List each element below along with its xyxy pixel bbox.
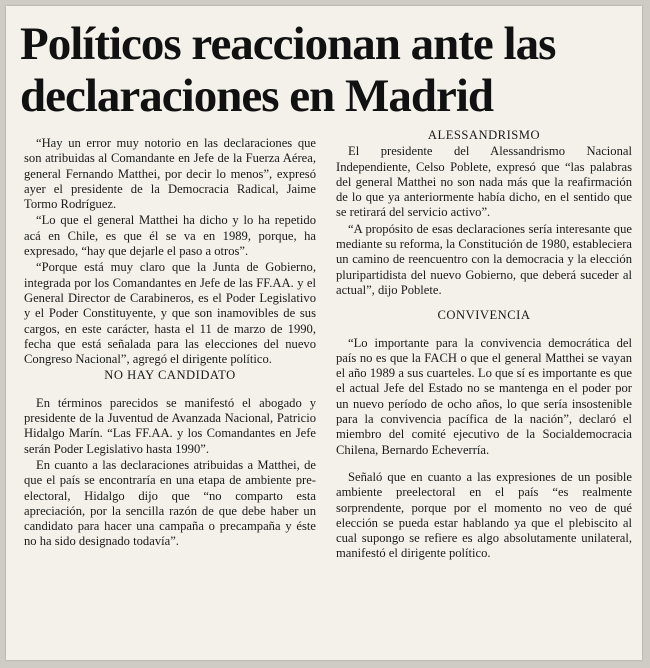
paragraph: “Porque está muy claro que la Junta de Gobierno, integrada por los Comandantes en Jefe de las FF.AA. y el General Director de Carabineros, es el Poder Legislativo y el Poder Constituyente, y que son inamovibles de sus cargos, en este carácter, hasta el 11 de marzo de 1990, fecha que está señalada para las elecciones del nuevo Congreso Nacional”, agregó el dirigente político. — [24, 260, 316, 367]
paragraph: “A propósito de esas declaraciones sería interesante que mediante su reforma, la Constitución de 1980, estableciera un camino de reencuentro con la democracia y la elección pluripartidista del nuevo Gobierno, que deberá suceder al actual”, dijo Poblete. — [336, 221, 632, 297]
paragraph: Señaló que en cuanto a las expresiones de un posible ambiente preelectoral en el país “es realmente sorprendente, porque por el momento no veo de qué elección se pueda estar hablando ya que el plebiscito al cual supongo se refiere es algo absolutamente unilateral, manifestó el dirigente político. — [336, 469, 632, 561]
left-column — [24, 136, 316, 551]
right-column — [336, 128, 632, 563]
paragraph: El presidente del Alessandrismo Nacional Independiente, Celso Poblete, expresó que “las palabras del general Matthei no son nada más que la reafirmación de lo que ya anteriormente había dicho, en el sentido que se retirará del servicio activo”. — [336, 144, 632, 220]
paragraph: En cuanto a las declaraciones atribuidas a Matthei, de que el país se encontraría en una etapa de ambiente pre-electoral, Hidalgo dijo que “no comparto esta apreciación, por la sencilla razón de que debe haber un candidato para hacer una campaña o precampaña y éste no ha sido designado todavía”. — [24, 457, 316, 549]
paragraph: “Lo que el general Matthei ha dicho y lo ha repetido acá en Chile, es que él se va en 1989, porque, ha expresado, “hay que dejarle el paso a otros”. — [24, 213, 316, 259]
paragraph: “Lo importante para la convivencia democrática del país no es que la FACH o que el general Matthei se vayan el año 1989 a sus cuarteles. Lo que sí es importante es que el actual Jefe del Estado no se mantenga en el poder por un nuevo período de ocho años, lo que sería insostenible para la convivencia pacífica de la nación”, declaró el miembro del comité ejecutivo de la Socialdemocracia Chilena, Bernardo Echeverría. — [336, 335, 632, 457]
newspaper-clipping — [6, 6, 642, 660]
headline: Políticos reaccionan ante las declaraciones en Madrid — [20, 18, 556, 122]
subhead-convivencia: CONVIVENCIA — [437, 308, 531, 323]
paragraph: “Hay un error muy notorio en las declaraciones que son atribuidas al Comandante en Jefe de la Fuerza Aérea, general Fernando Matthei, por decir lo menos”, expresó ayer el presidente de la Democracia Radical, Jaime Tormo Rodríguez. — [24, 136, 316, 212]
subhead-no-hay-candidato: NO HAY CANDIDATO — [104, 368, 236, 383]
subhead-alessandrismo: ALESSANDRISMO — [427, 128, 541, 142]
paragraph: En términos parecidos se manifestó el abogado y presidente de la Juventud de Avanzada Nacional, Patricio Hidalgo Marín. “Las FF.AA. y los Comandantes en Jefe serán Poder Legislativo hasta 1990”. — [24, 395, 316, 456]
